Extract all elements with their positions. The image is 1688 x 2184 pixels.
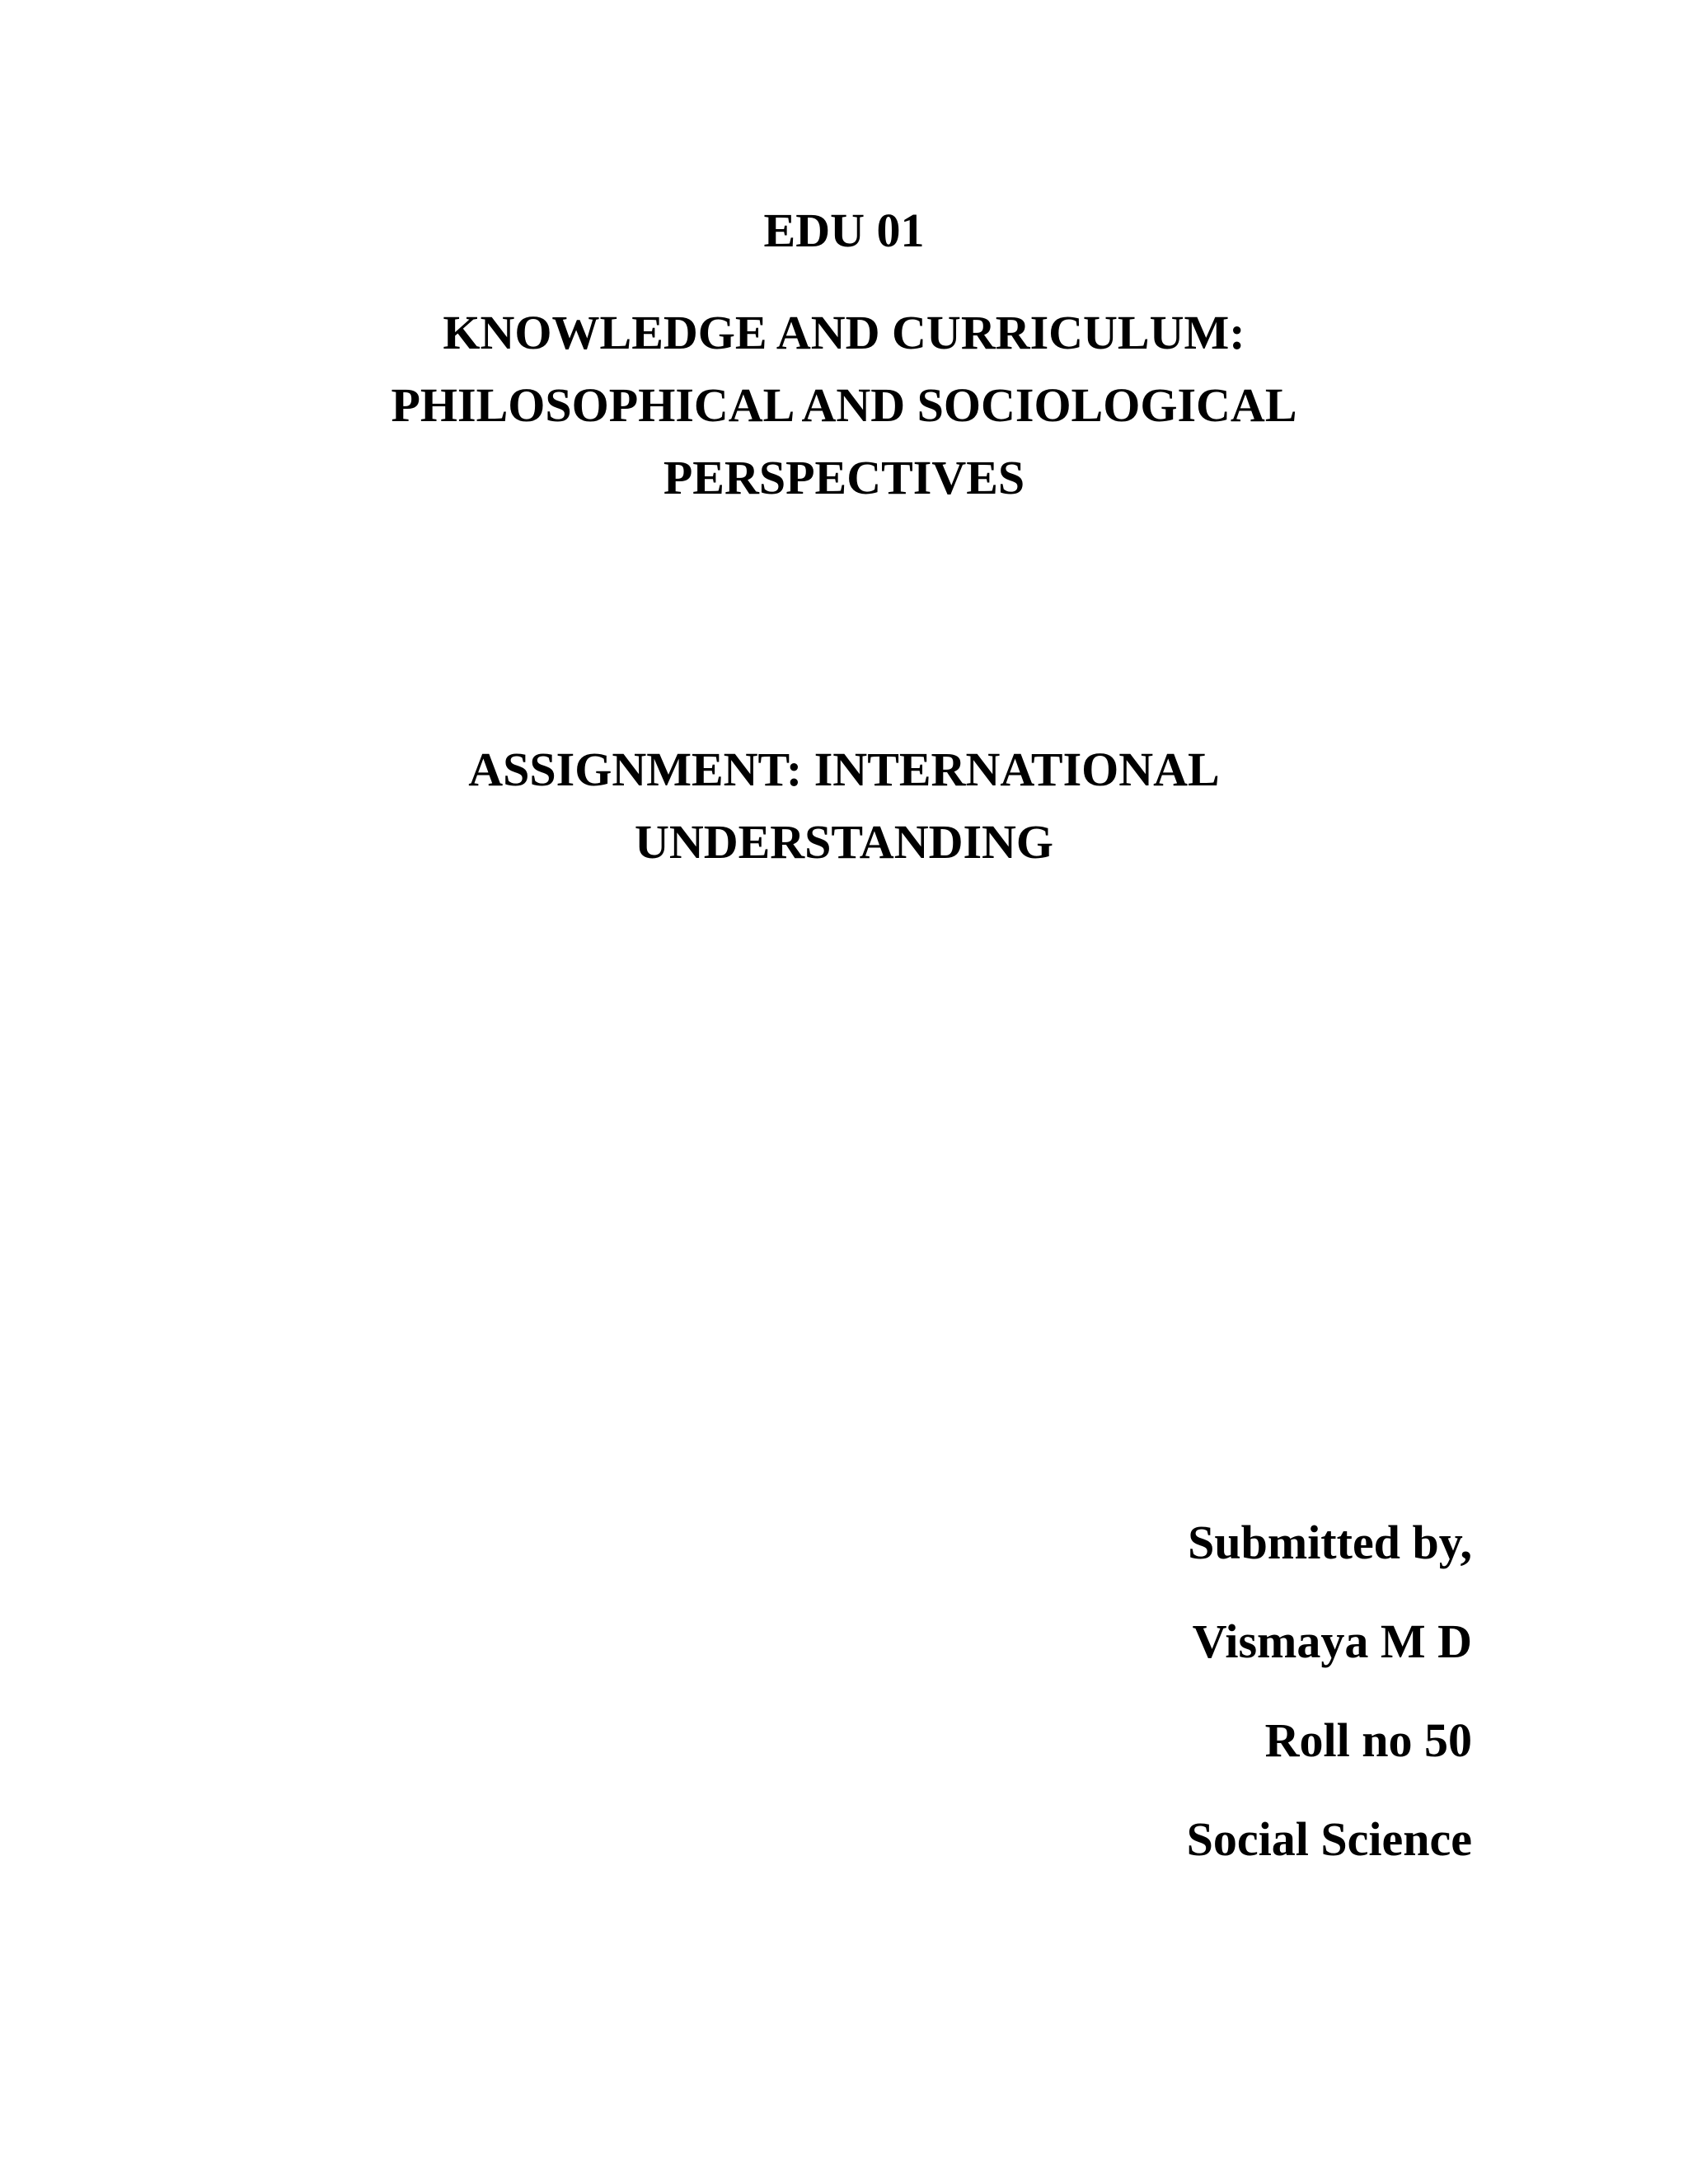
course-title-line-2: PHILOSOPHICAL AND SOCIOLOGICAL: [391, 378, 1297, 432]
course-title-line-1: KNOWLEDGE AND CURRICULUM:: [443, 306, 1245, 359]
submitted-by-label: Submitted by,: [1188, 1516, 1472, 1569]
course-title: [0, 297, 1688, 514]
assignment-title-line-2: UNDERSTANDING: [634, 815, 1054, 869]
course-title-line-3: PERSPECTIVES: [663, 451, 1025, 504]
student-name: Vismaya M D: [1192, 1615, 1472, 1668]
assignment-title: [0, 733, 1688, 879]
submission-block: [1187, 1493, 1472, 1889]
assignment-title-line-1: ASSIGNMENT: INTERNATIONAL: [468, 743, 1220, 796]
department: Social Science: [1186, 1812, 1472, 1866]
roll-number: Roll no 50: [1264, 1713, 1472, 1767]
course-code: EDU 01: [763, 204, 925, 257]
